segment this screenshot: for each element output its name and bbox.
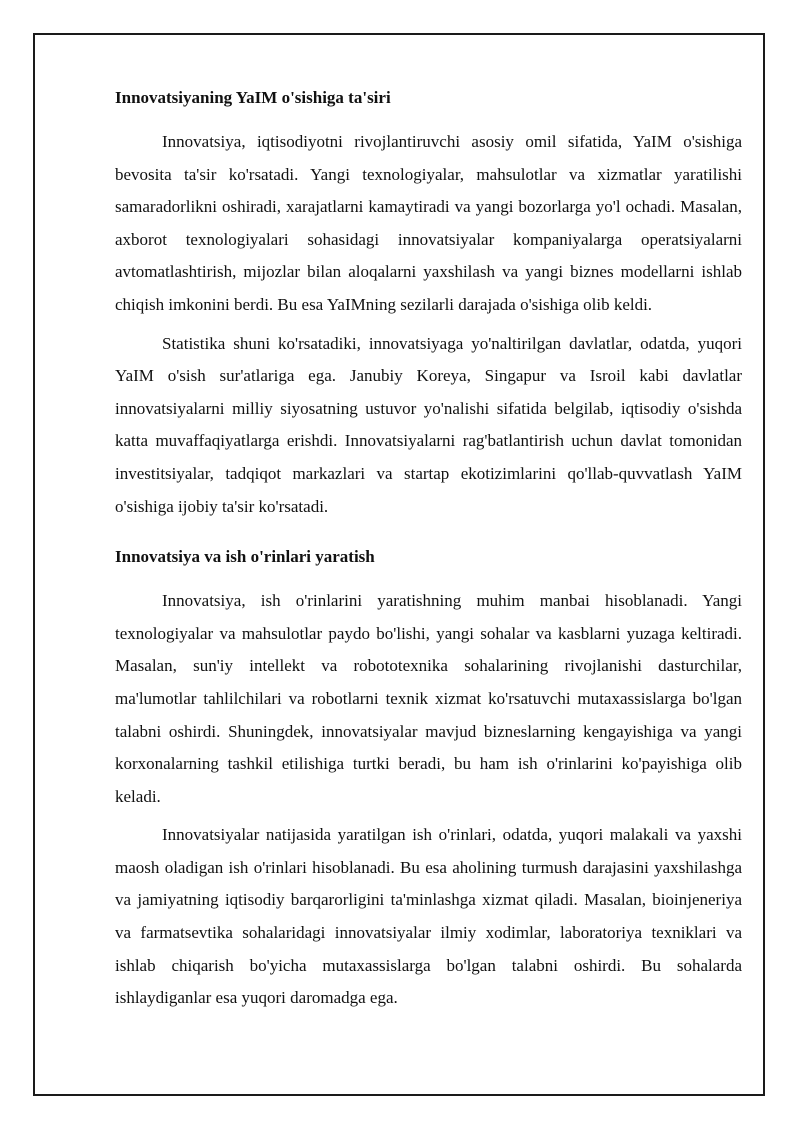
section-heading-gdp: Innovatsiyaning YaIM o'sishiga ta'siri <box>115 88 391 107</box>
section-heading-jobs: Innovatsiya va ish o'rinlari yaratish <box>115 547 375 567</box>
paragraph: Innovatsiya, iqtisodiyotni rivojlantiruvchi asosiy omil sifatida, YaIM o'sishiga bevosita ta'sir ko'rsatadi. Yangi texnologiyalar, mahsulotlar va xizmatlar yaratilishi samaradorlikni oshiradi, xarajatlarni kamaytiradi va yangi bozorlarga yo'l ochadi. Masalan, axborot texnologiyalari sohasidagi innovatsiyalar kompaniyalarga operatsiyalarni avtomatlashtirish, mijozlar bilan aloqalarni yaxshilash va yangi biznes modellarni ishlab chiqish imkonini berdi. Bu esa YaIMning sezilarli darajada o'sishiga olib keldi. <box>115 132 742 314</box>
paragraph: Innovatsiya, ish o'rinlarini yaratishning muhim manbai hisoblanadi. Yangi texnologiyalar va mahsulotlar paydo bo'lishi, yangi sohalar va kasblarni yuzaga keltiradi. Masalan, sun'iy intellekt va robototexnika sohalarining rivojlanishi dasturchilar, ma'lumotlar tahlilchilari va robotlarni texnik xizmat ko'rsatuvchi mutaxassislarga bo'lgan talabni oshirdi. Shuningdek, innovatsiyalar mavjud bizneslarning kengayishiga va yangi korxonalarning tashkil etilishiga turtki beradi, bu ham ish o'rinlarini ko'payishiga olib keladi. <box>115 591 742 806</box>
document-body <box>115 84 742 1021</box>
paragraph: Innovatsiyalar natijasida yaratilgan ish o'rinlari, odatda, yuqori malakali va yaxshi maosh oladigan ish o'rinlari hisoblanadi. Bu esa aholining turmush darajasini yaxshilashga va jamiyatning iqtisodiy barqarorligini ta'minlashga xizmat qiladi. Masalan, bioinjeneriya va farmatsevtika sohalaridagi innovatsiyalar ilmiy xodimlar, laboratoriya texniklari va ishlab chiqarish bo'yicha mutaxassislarga bo'lgan talabni oshirdi. Bu sohalarda ishlaydiganlar esa yuqori daromadga ega. <box>115 825 742 1008</box>
paragraph: Statistika shuni ko'rsatadiki, innovatsiyaga yo'naltirilgan davlatlar, odatda, yuqori YaIM o'sish sur'atlariga ega. Janubiy Koreya, Singapur va Isroil kabi davlatlar innovatsiyalarni milliy siyosatning ustuvor yo'nalishi sifatida belgilab, iqtisodiy o'sishda katta muvaffaqiyatlarga erishdi. Innovatsiyalarni rag'batlantirish uchun davlat tomonidan investitsiyalar, tadqiqot markazlari va startap ekotizimlarini qo'llab-quvvatlash YaIM o'sishiga ijobiy ta'sir ko'rsatadi. <box>115 333 742 516</box>
